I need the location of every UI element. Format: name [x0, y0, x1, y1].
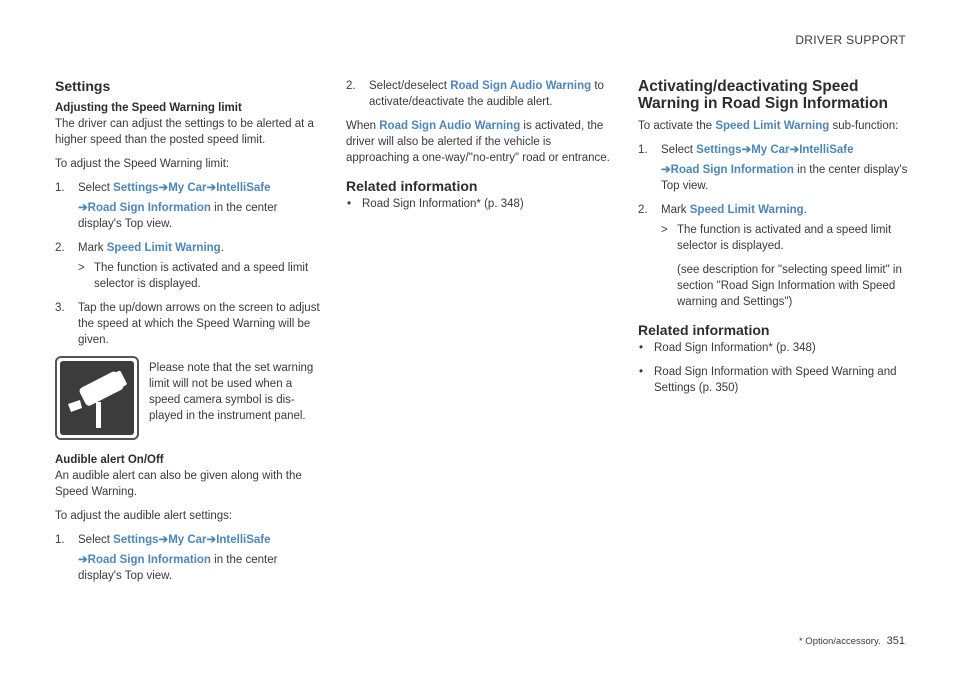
- step-number: 2.: [346, 80, 356, 92]
- bullet: •: [639, 342, 644, 354]
- column-right: [638, 78, 908, 404]
- result-marker: >: [78, 262, 85, 274]
- arrow-right-icon: ➔: [741, 144, 752, 156]
- note-text: Please note that the set warning limit will not be used when a speed camera symbol is displayed in the instrument panel.: [149, 362, 314, 422]
- arrow-right-icon: ➔: [789, 144, 800, 156]
- related-link[interactable]: • Road Sign Information* (p. 348): [347, 198, 524, 210]
- menu-intellisafe-link[interactable]: IntelliSafe: [799, 144, 854, 156]
- menu-road-sign-information-link[interactable]: Road Sign Information: [87, 554, 211, 566]
- arrow-right-icon: ➔: [158, 182, 169, 194]
- menu-settings-link[interactable]: Settings: [696, 144, 742, 156]
- step-note: (see description for "selecting speed limit" in section "Road Sign Information with Speed warning and Settings"): [677, 264, 902, 308]
- step-3: 3. Tap the up/down arrows on the screen to adjust the speed at which the Speed Warning will be given.: [55, 302, 320, 346]
- paragraph: To adjust the Speed Warning limit:: [55, 158, 230, 170]
- menu-intellisafe-link[interactable]: IntelliSafe: [216, 182, 271, 194]
- menu-road-sign-information-link[interactable]: Road Sign Information: [87, 202, 211, 214]
- paragraph: The driver can adjust the settings to be alerted at a higher speed than the posted speed limit.: [55, 118, 314, 146]
- paragraph: To adjust the audible alert settings:: [55, 510, 233, 522]
- arrow-right-icon: ➔: [78, 202, 88, 214]
- footnote: * Option/accessory.: [798, 636, 881, 647]
- step-number: 2.: [55, 242, 65, 254]
- page-number: 351: [886, 635, 905, 647]
- step-number: 1.: [55, 182, 65, 194]
- step-1: 1. Select Settings➔My Car➔IntelliSafe ➔Road Sign Information in the center display's Top view.: [55, 534, 278, 582]
- related-information-heading: Related information: [638, 322, 770, 338]
- bullet: •: [347, 198, 352, 210]
- menu-my-car-link[interactable]: My Car: [168, 534, 207, 546]
- arrow-right-icon: ➔: [206, 182, 217, 194]
- menu-settings-link[interactable]: Settings: [113, 534, 159, 546]
- result-marker: >: [661, 224, 668, 236]
- speed-limit-warning-link[interactable]: Speed Limit Warning: [715, 120, 830, 132]
- step-2: 2. Mark Speed Limit Warning. > The function is activated and a speed limit selector is displayed.: [55, 240, 323, 292]
- step-number: 2.: [638, 204, 648, 216]
- step-result: > The function is activated and a speed limit selector is displayed.: [661, 224, 892, 252]
- related-link[interactable]: • Road Sign Information* (p. 348): [639, 342, 816, 354]
- speed-limit-warning-link[interactable]: Speed Limit Warning: [689, 204, 804, 216]
- step-1: 1. Select Settings➔My Car➔IntelliSafe ➔Road Sign Information in the center display's Top view.: [55, 182, 278, 230]
- arrow-right-icon: ➔: [158, 534, 169, 546]
- paragraph: To activate the Speed Limit Warning sub-function:: [638, 120, 899, 132]
- menu-intellisafe-link[interactable]: IntelliSafe: [216, 534, 271, 546]
- step-result: > The function is activated and a speed limit selector is displayed.: [78, 262, 309, 290]
- related-information-heading: Related information: [346, 178, 478, 194]
- settings-heading: Settings: [55, 78, 111, 94]
- road-sign-audio-warning-link[interactable]: Road Sign Audio Warning: [379, 120, 521, 132]
- speed-warning-limit-subheading: Adjusting the Speed Warning limit: [55, 102, 242, 114]
- column-middle: [346, 78, 614, 220]
- paragraph: An audible alert can also be given along with the Speed Warning.: [55, 470, 302, 498]
- section-title: Activating/deactivating Speed Warning in Road Sign Information: [638, 78, 888, 112]
- note-box: [55, 356, 323, 440]
- menu-settings-link[interactable]: Settings: [113, 182, 159, 194]
- step-number: 1.: [55, 534, 65, 546]
- arrow-right-icon: ➔: [206, 534, 217, 546]
- step-number: 3.: [55, 302, 65, 314]
- step-2: 2. Select/deselect Road Sign Audio Warning to activate/deactivate the audible alert.: [346, 80, 604, 108]
- section-header: DRIVER SUPPORT: [795, 33, 906, 47]
- menu-my-car-link[interactable]: My Car: [168, 182, 207, 194]
- step-1: 1. Select Settings➔My Car➔IntelliSafe ➔Road Sign Information in the center display's Top view.: [638, 144, 908, 192]
- step-number: 1.: [638, 144, 648, 156]
- step-2: 2. Mark Speed Limit Warning. > The function is activated and a speed limit selector is displayed. (see description for "selecting speed limit" in section "Road Sign Information with Speed warning and Settings"): [638, 202, 908, 310]
- speed-limit-warning-link[interactable]: Speed Limit Warning: [106, 242, 221, 254]
- arrow-right-icon: ➔: [78, 554, 88, 566]
- road-sign-audio-warning-link[interactable]: Road Sign Audio Warning: [450, 80, 592, 92]
- bullet: •: [639, 366, 644, 378]
- page-footer: [799, 633, 905, 650]
- column-left: [55, 78, 323, 592]
- audible-alert-subheading: Audible alert On/Off: [55, 454, 164, 466]
- speed-camera-icon: [55, 356, 139, 440]
- menu-road-sign-information-link[interactable]: Road Sign Information: [670, 164, 794, 176]
- related-link[interactable]: • Road Sign Information with Speed Warning and Settings (p. 350): [639, 366, 897, 394]
- paragraph: When Road Sign Audio Warning is activated, the driver will also be alerted if the vehicle is approaching a one-way/"no-entry" road or entrance.: [346, 120, 610, 164]
- menu-my-car-link[interactable]: My Car: [751, 144, 790, 156]
- arrow-right-icon: ➔: [661, 164, 671, 176]
